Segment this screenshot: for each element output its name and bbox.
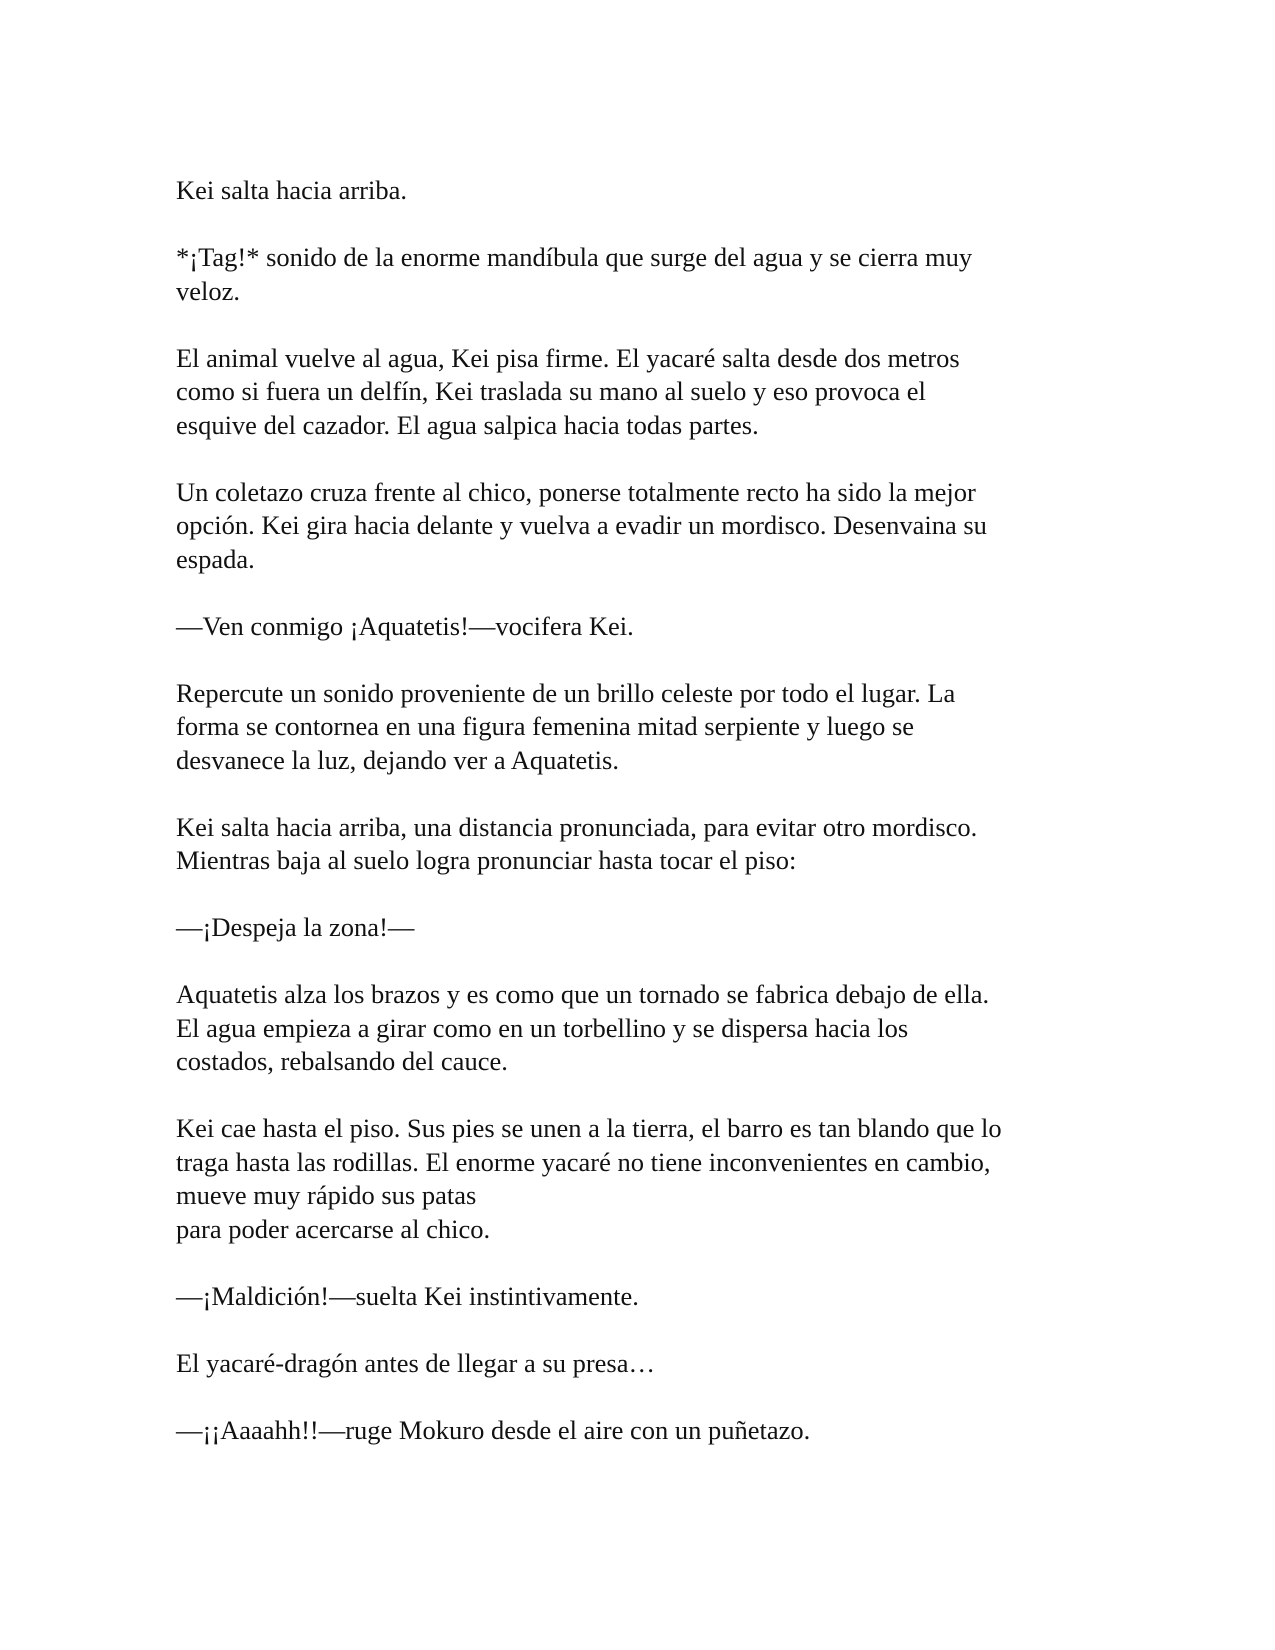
paragraph [176, 241, 1096, 308]
paragraph [176, 610, 1096, 644]
text-line: opción. Kei gira hacia delante y vuelva a evadir un mordisco. Desenvaina su [176, 510, 987, 540]
text-line: espada. [176, 543, 255, 574]
paragraph [176, 1280, 1096, 1314]
paragraph [176, 342, 1096, 443]
text-line: Un coletazo cruza frente al chico, ponerse totalmente recto ha sido la mejor [176, 476, 976, 507]
text-line: *¡Tag!* sonido de la enorme mandíbula que surge del agua y se cierra muy [176, 242, 973, 272]
text-line: El yacaré-dragón antes de llegar a su presa… [176, 1347, 655, 1378]
text-line: Kei salta hacia arriba, una distancia pronunciada, para evitar otro mordisco. [176, 811, 978, 842]
text-line: costados, rebalsando del cauce. [176, 1046, 508, 1076]
document-body [176, 174, 1096, 1481]
text-line: veloz. [176, 275, 241, 306]
text-line: Aquatetis alza los brazos y es como que un tornado se fabrica debajo de ella. [176, 979, 990, 1009]
paragraph [176, 476, 1096, 577]
paragraph [176, 978, 1096, 1079]
text-line: —¡Despeja la zona!— [176, 912, 415, 942]
paragraph [176, 1347, 1096, 1381]
text-line: para poder acercarse al chico. [176, 1213, 491, 1244]
text-line: desvanece la luz, dejando ver a Aquatetis. [176, 744, 619, 775]
text-line: Kei cae hasta el piso. Sus pies se unen a la tierra, el barro es tan blando que lo [176, 1113, 1002, 1143]
paragraph [176, 1414, 1096, 1448]
text-line: como si fuera un delfín, Kei traslada su mano al suelo y eso provoca el [176, 376, 926, 406]
paragraph [176, 1112, 1096, 1246]
text-line: mueve muy rápido sus patas [176, 1180, 477, 1210]
paragraph [176, 911, 1096, 945]
text-line: esquive del cazador. El agua salpica hacia todas partes. [176, 409, 759, 440]
paragraph [176, 811, 1096, 878]
text-line: forma se contornea en una figura femenina mitad serpiente y luego se [176, 711, 915, 741]
text-line: El animal vuelve al agua, Kei pisa firme. El yacaré salta desde dos metros [176, 342, 960, 373]
text-line: Mientras baja al suelo logra pronunciar hasta tocar el piso: [176, 845, 797, 875]
text-line: Kei salta hacia arriba. [176, 175, 408, 205]
text-line: Repercute un sonido proveniente de un brillo celeste por todo el lugar. La [176, 677, 956, 708]
text-line: El agua empieza a girar como en un torbellino y se dispersa hacia los [176, 1012, 909, 1043]
text-line: traga hasta las rodillas. El enorme yacaré no tiene inconvenientes en cambio, [176, 1146, 991, 1177]
text-line: —¡Maldición!—suelta Kei instintivamente. [176, 1280, 639, 1311]
text-line: —Ven conmigo ¡Aquatetis!—vocifera Kei. [176, 610, 634, 641]
paragraph [176, 174, 1096, 208]
paragraph [176, 677, 1096, 778]
text-line: —¡¡Aaaahh!!—ruge Mokuro desde el aire con un puñetazo. [176, 1414, 811, 1445]
